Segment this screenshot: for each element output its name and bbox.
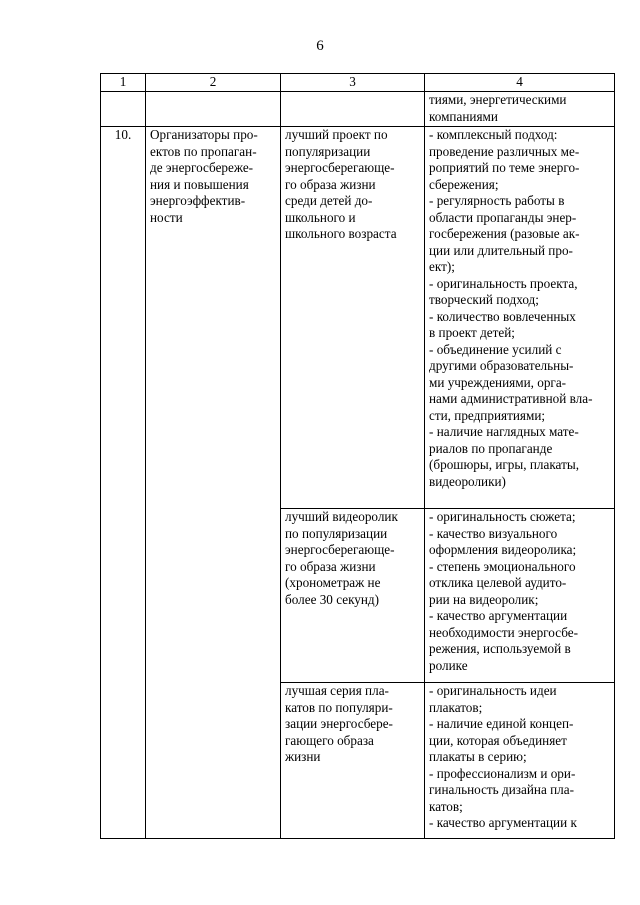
header-col-4: 4 [425, 74, 615, 92]
table-row [101, 509, 615, 683]
continuation-row [101, 92, 615, 127]
row-number: 10. [101, 127, 146, 509]
header-col-2: 2 [146, 74, 281, 92]
nomination-criteria: - комплексный подход: проведение различных ме- роприятий по теме энерго- сбережения; - регулярность работы в области пропаганды энер- госбережения (разовые ак- ции или длительный про- ект); - оригинальность проекта, творческий подход; - количество вовлеченных в проект детей; - объединение усилий с другими образовательны- ми учреждениями, орга- нами административной вла- сти, предприятиями; - наличие наглядных мате- риалов по пропаганде (брошюры, игры, плакаты, видеоролики) [425, 127, 615, 509]
table-row [101, 127, 615, 509]
nomination-criteria: - оригинальность идеи плакатов; - наличие единой концеп- ции, которая объединяет плакаты в серию; - профессионализм и ори- гинальность дизайна пла- катов; - качество аргументации к [425, 683, 615, 839]
nomination-title: лучший видеоролик по популяризации энергосберегающе- го образа жизни (хронометраж не более 30 секунд) [281, 509, 425, 683]
header-col-1: 1 [101, 74, 146, 92]
header-col-3: 3 [281, 74, 425, 92]
page-number: 6 [316, 38, 324, 54]
nomination-title: лучшая серия пла- катов по популяри- зации энергосбере- гающего образа жизни [281, 683, 425, 839]
nomination-title: лучший проект по популяризации энергосберегающе- го образа жизни среди детей до- школьного и школьного возраста [281, 127, 425, 509]
nomination-criteria: - оригинальность сюжета; - качество визуального оформления видеоролика; - степень эмоционального отклика целевой аудито- рии на видеоролик; - качество аргументации необходимости энергосбе- режения, используемой в ролике [425, 509, 615, 683]
nominations-table [100, 73, 615, 839]
table-header-row [101, 74, 615, 92]
row-organizers: Организаторы про- ектов по пропаган- де энергосбереже- ния и повышения энергоэффектив- ности [146, 127, 281, 509]
table-row [101, 683, 615, 839]
continuation-criteria: тиями, энергетическими компаниями [425, 92, 615, 127]
